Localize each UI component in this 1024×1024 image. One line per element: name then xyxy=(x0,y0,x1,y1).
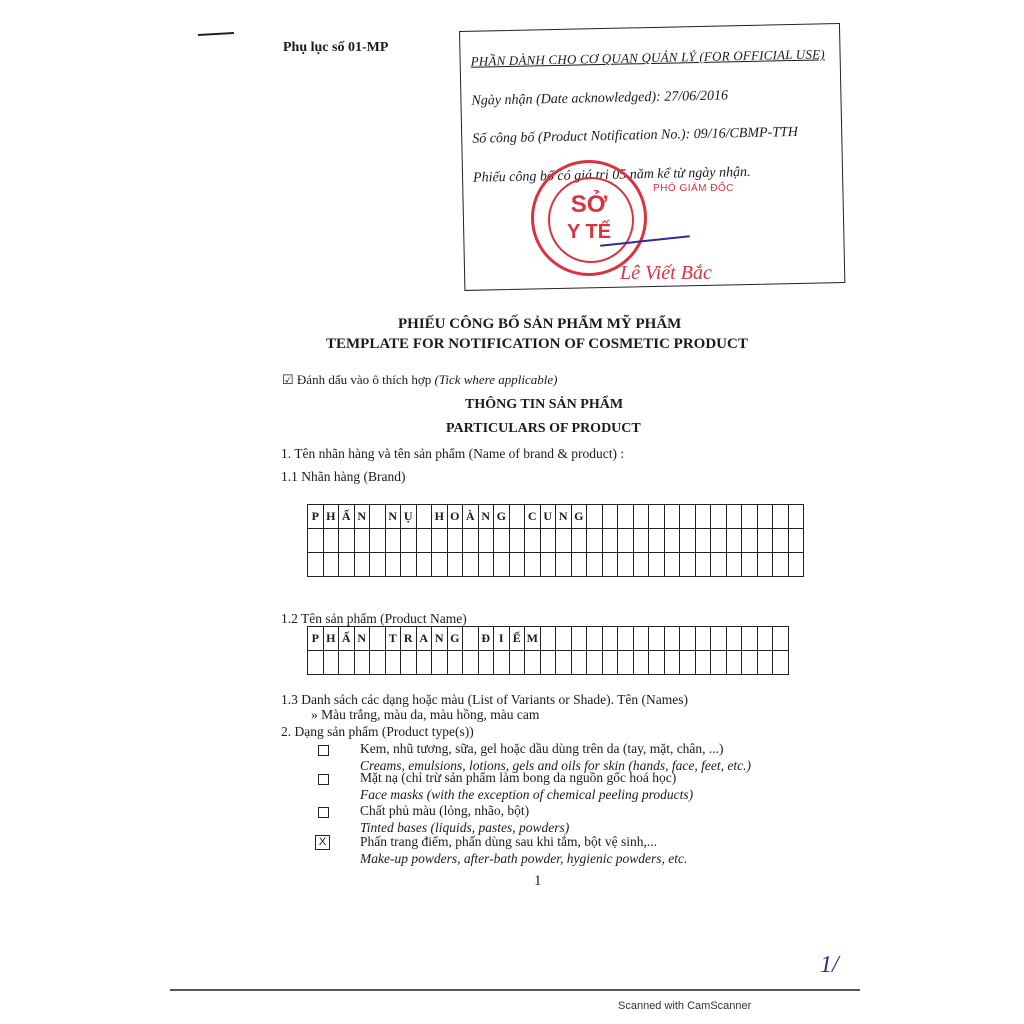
deputy-director-label: PHÓ GIÁM ĐỐC xyxy=(653,183,735,194)
grid-cell xyxy=(323,529,339,553)
grid-cell xyxy=(726,529,742,553)
product-name-grid xyxy=(307,626,789,675)
annex-label: Phụ lục số 01-MP xyxy=(283,40,389,55)
grid-cell: N xyxy=(385,505,401,529)
grid-cell: N xyxy=(556,505,572,529)
grid-cell xyxy=(556,627,572,651)
product-type-en: Creams, emulsions, lotions, gels and oils for skin (hands, face, feet, etc.) xyxy=(360,758,751,773)
checkbox-empty xyxy=(318,745,329,756)
grid-cell xyxy=(540,627,556,651)
grid-cell xyxy=(726,505,742,529)
grid-cell xyxy=(680,529,696,553)
grid-cell xyxy=(649,627,665,651)
grid-cell xyxy=(463,553,479,577)
signer-name: Lê Viết Bắc xyxy=(620,262,712,284)
grid-cell xyxy=(385,553,401,577)
grid-cell xyxy=(711,529,727,553)
grid-cell: H xyxy=(323,627,339,651)
grid-cell xyxy=(509,651,525,675)
official-use-box xyxy=(459,23,845,291)
name-grid-row xyxy=(308,627,789,651)
page-number: 1 xyxy=(534,873,542,889)
grid-cell xyxy=(385,529,401,553)
grid-cell xyxy=(354,529,370,553)
grid-cell xyxy=(525,651,541,675)
grid-cell xyxy=(757,651,773,675)
grid-cell xyxy=(742,553,758,577)
item-1-label: 1. Tên nhãn hàng và tên sản phẩm (Name of brand & product) : xyxy=(281,446,625,461)
grid-cell xyxy=(540,553,556,577)
grid-cell xyxy=(571,651,587,675)
grid-cell xyxy=(757,553,773,577)
grid-cell xyxy=(726,627,742,651)
grid-cell: G xyxy=(447,627,463,651)
grid-cell: O xyxy=(447,505,463,529)
grid-cell xyxy=(339,553,355,577)
seal-inner-ring xyxy=(548,177,634,263)
item-1-1-label: 1.1 Nhãn hàng (Brand) xyxy=(281,469,406,484)
brand-grid-row xyxy=(308,505,804,529)
grid-cell xyxy=(540,651,556,675)
grid-cell xyxy=(664,529,680,553)
grid-cell xyxy=(633,529,649,553)
grid-cell xyxy=(571,627,587,651)
grid-cell xyxy=(618,627,634,651)
tick-instruction-en: (Tick where applicable) xyxy=(434,372,558,387)
scanner-watermark: Scanned with CamScanner xyxy=(618,1000,752,1012)
grid-cell xyxy=(587,529,603,553)
grid-cell xyxy=(633,505,649,529)
grid-cell xyxy=(742,627,758,651)
grid-cell xyxy=(494,553,510,577)
grid-cell xyxy=(587,627,603,651)
grid-cell xyxy=(416,529,432,553)
grid-cell xyxy=(711,553,727,577)
grid-cell xyxy=(711,651,727,675)
grid-cell: A xyxy=(416,627,432,651)
grid-cell: N xyxy=(354,505,370,529)
grid-cell xyxy=(308,529,324,553)
grid-cell xyxy=(618,505,634,529)
seal-line-2: Y TẾ xyxy=(566,221,612,243)
section-title-en: PARTICULARS OF PRODUCT xyxy=(446,421,641,436)
grid-cell: C xyxy=(525,505,541,529)
checkbox-empty xyxy=(318,774,329,785)
grid-cell: N xyxy=(432,627,448,651)
grid-cell xyxy=(354,553,370,577)
grid-cell: M xyxy=(525,627,541,651)
grid-cell xyxy=(618,651,634,675)
grid-cell xyxy=(633,627,649,651)
grid-cell xyxy=(556,651,572,675)
grid-cell xyxy=(649,651,665,675)
grid-cell xyxy=(385,651,401,675)
grid-cell xyxy=(618,529,634,553)
grid-cell xyxy=(401,651,417,675)
grid-cell xyxy=(773,553,789,577)
grid-cell xyxy=(323,553,339,577)
grid-cell xyxy=(695,529,711,553)
grid-cell xyxy=(556,553,572,577)
scan-edge xyxy=(170,989,860,991)
notification-number: Số công bố (Product Notification No.): 09/16/CBMP-TTH xyxy=(472,124,799,147)
corner-mark: 1/ xyxy=(820,952,839,978)
grid-cell xyxy=(695,553,711,577)
tick-instruction xyxy=(282,372,557,388)
grid-cell xyxy=(478,529,494,553)
item-1-2-label: 1.2 Tên sản phẩm (Product Name) xyxy=(281,611,467,626)
grid-cell xyxy=(401,529,417,553)
grid-cell xyxy=(370,651,386,675)
product-type-en: Tinted bases (liquids, pastes, powders) xyxy=(360,820,570,835)
grid-cell: R xyxy=(401,627,417,651)
item-2-label: 2. Dạng sản phẩm (Product type(s)) xyxy=(281,724,474,739)
grid-cell xyxy=(602,553,618,577)
grid-cell xyxy=(494,529,510,553)
grid-cell xyxy=(602,651,618,675)
title-vietnamese: PHIẾU CÔNG BỐ SẢN PHẨM MỸ PHẨM xyxy=(398,316,682,332)
grid-cell xyxy=(649,505,665,529)
section-title-vi: THÔNG TIN SẢN PHẨM xyxy=(465,397,624,412)
grid-cell xyxy=(664,651,680,675)
grid-cell: N xyxy=(354,627,370,651)
grid-cell xyxy=(432,651,448,675)
grid-cell xyxy=(773,505,789,529)
grid-cell xyxy=(773,529,789,553)
grid-cell: À xyxy=(463,505,479,529)
grid-cell xyxy=(416,651,432,675)
grid-cell xyxy=(571,529,587,553)
grid-cell xyxy=(726,553,742,577)
grid-cell xyxy=(742,505,758,529)
grid-cell xyxy=(618,553,634,577)
grid-cell xyxy=(370,529,386,553)
grid-cell xyxy=(308,651,324,675)
grid-cell xyxy=(339,651,355,675)
grid-cell xyxy=(540,529,556,553)
variants-value: » Màu trắng, màu da, màu hồng, màu cam xyxy=(311,707,540,722)
pen-scribble xyxy=(198,32,234,36)
product-type-vi: Chất phủ màu (lỏng, nhão, bột) xyxy=(360,803,530,818)
grid-cell: I xyxy=(494,627,510,651)
grid-cell: G xyxy=(494,505,510,529)
grid-cell xyxy=(711,505,727,529)
grid-cell xyxy=(726,651,742,675)
grid-cell xyxy=(509,505,525,529)
grid-cell xyxy=(370,553,386,577)
grid-cell: Ể xyxy=(509,627,525,651)
grid-cell xyxy=(587,651,603,675)
product-type-en: Make-up powders, after-bath powder, hygienic powders, etc. xyxy=(360,851,688,866)
grid-cell xyxy=(602,505,618,529)
grid-cell xyxy=(757,529,773,553)
grid-cell xyxy=(695,627,711,651)
brand-grid-row xyxy=(308,529,804,553)
grid-cell xyxy=(509,529,525,553)
grid-cell xyxy=(323,651,339,675)
grid-cell xyxy=(447,553,463,577)
grid-cell xyxy=(742,529,758,553)
grid-cell xyxy=(695,505,711,529)
grid-cell xyxy=(602,627,618,651)
grid-cell: Ụ xyxy=(401,505,417,529)
grid-cell xyxy=(556,529,572,553)
grid-cell xyxy=(587,505,603,529)
grid-cell xyxy=(370,627,386,651)
grid-cell xyxy=(587,553,603,577)
grid-cell xyxy=(711,627,727,651)
grid-cell xyxy=(680,505,696,529)
grid-cell xyxy=(416,505,432,529)
grid-cell xyxy=(494,651,510,675)
validity-note: Phiếu công bố có giá trị 05 năm kể từ ngày nhận. xyxy=(472,164,751,186)
grid-cell xyxy=(308,553,324,577)
official-header: PHẦN DÀNH CHO CƠ QUAN QUẢN LÝ (FOR OFFICIAL USE) xyxy=(470,46,825,69)
grid-cell xyxy=(633,651,649,675)
grid-cell: H xyxy=(432,505,448,529)
grid-cell xyxy=(633,553,649,577)
grid-cell: Ấ xyxy=(339,505,355,529)
item-1-3-label: 1.3 Danh sách các dạng hoặc màu (List of Variants or Shade). Tên (Names) xyxy=(281,692,688,707)
grid-cell xyxy=(742,651,758,675)
product-type-en: Face masks (with the exception of chemical peeling products) xyxy=(360,787,694,802)
grid-cell xyxy=(463,627,479,651)
seal-line-1: SỞ xyxy=(570,191,608,218)
grid-cell xyxy=(432,529,448,553)
grid-cell: H xyxy=(323,505,339,529)
grid-cell: G xyxy=(571,505,587,529)
grid-cell: Đ xyxy=(478,627,494,651)
grid-cell: N xyxy=(478,505,494,529)
grid-cell xyxy=(649,529,665,553)
grid-cell xyxy=(447,529,463,553)
grid-cell xyxy=(680,553,696,577)
grid-cell: U xyxy=(540,505,556,529)
grid-cell xyxy=(649,553,665,577)
grid-cell xyxy=(478,553,494,577)
grid-cell xyxy=(680,627,696,651)
grid-cell xyxy=(680,651,696,675)
grid-cell xyxy=(664,627,680,651)
grid-cell xyxy=(354,651,370,675)
product-type-vi: Mặt nạ (chỉ trừ sản phẩm làm bong da nguồn gốc hoá học) xyxy=(360,770,677,785)
checkbox-empty xyxy=(318,807,329,818)
grid-cell xyxy=(571,553,587,577)
grid-cell: P xyxy=(308,627,324,651)
grid-cell xyxy=(757,505,773,529)
grid-cell: T xyxy=(385,627,401,651)
grid-cell xyxy=(773,651,789,675)
checkbox-checked: X xyxy=(315,835,330,850)
brand-grid xyxy=(307,504,804,577)
grid-cell xyxy=(416,553,432,577)
grid-cell xyxy=(664,505,680,529)
brand-grid-row xyxy=(308,553,804,577)
grid-cell xyxy=(788,529,804,553)
grid-cell xyxy=(401,553,417,577)
date-acknowledged: Ngày nhận (Date acknowledged): 27/06/2016 xyxy=(471,88,729,109)
product-type-vi: Kem, nhũ tương, sữa, gel hoặc dầu dùng trên da (tay, mặt, chân, ...) xyxy=(360,741,724,756)
grid-cell xyxy=(788,505,804,529)
title-english: TEMPLATE FOR NOTIFICATION OF COSMETIC PRODUCT xyxy=(326,336,748,352)
grid-cell xyxy=(509,553,525,577)
grid-cell xyxy=(447,651,463,675)
grid-cell xyxy=(525,529,541,553)
tick-instruction-vi: ☑ Đánh dấu vào ô thích hợp xyxy=(282,372,432,387)
name-grid-row xyxy=(308,651,789,675)
grid-cell xyxy=(602,529,618,553)
grid-cell: P xyxy=(308,505,324,529)
grid-cell xyxy=(463,529,479,553)
grid-cell xyxy=(478,651,494,675)
grid-cell xyxy=(695,651,711,675)
grid-cell: Ấ xyxy=(339,627,355,651)
grid-cell xyxy=(788,553,804,577)
grid-cell xyxy=(339,529,355,553)
product-type-vi: Phấn trang điểm, phấn dùng sau khi tắm, bột vệ sinh,... xyxy=(360,834,657,849)
official-seal xyxy=(531,160,647,276)
grid-cell xyxy=(757,627,773,651)
grid-cell xyxy=(463,651,479,675)
grid-cell xyxy=(525,553,541,577)
grid-cell xyxy=(664,553,680,577)
grid-cell xyxy=(773,627,789,651)
grid-cell xyxy=(370,505,386,529)
grid-cell xyxy=(432,553,448,577)
